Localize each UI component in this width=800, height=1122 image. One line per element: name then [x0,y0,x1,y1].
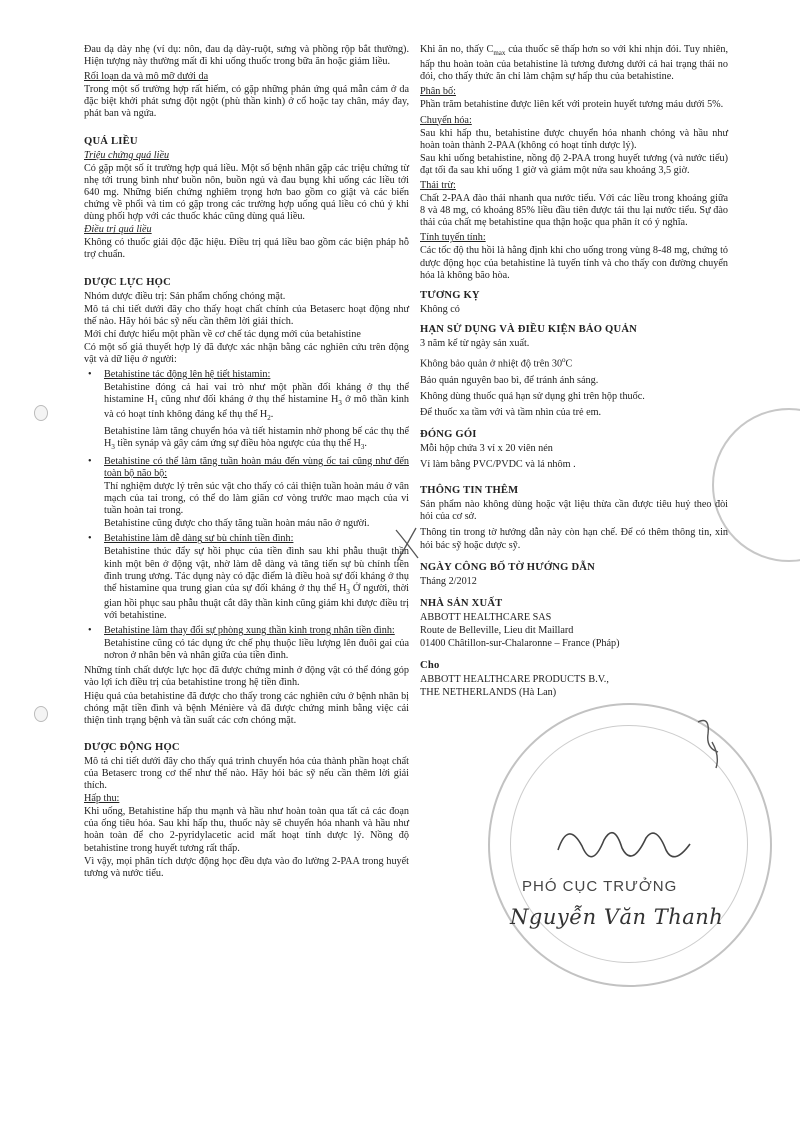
signature-name: Nguyễn Văn Thanh [510,905,724,929]
dong-goi-line: Mỗi hộp chứa 3 vỉ x 20 viên nén [420,442,553,454]
bullet-icon: • [88,625,92,637]
trieu-chung-title: Triệu chứng quá liều [84,149,170,161]
dong-goi-line: Vỉ làm bằng PVC/PVDC và lá nhôm . [420,459,576,471]
bullet-text: Betahistine thúc đẩy sự hồi phục của tiền đình sau khi phẫu thuật thần kinh một bên ở động vật, nhờ làm dễ dàng và tăng tiến sự bù chỉnh tiền đình trung ương. Tác dụng này có đặc điểm là điều hoà sự đối kháng ở thụ thể histamine qua trung gian của sự đối kháng ở thụ thể $H_3$ Ở người, thời gian hồi phục sau phẫu thuật cắt dây thần kinh cũng giảm khi được điều trị với betahistine. [104,546,409,621]
roi-loan-title: Rối loạn da và mô mỡ dưới da [84,71,209,83]
duoc-dong-heading: DƯỢC ĐỘNG HỌC [84,741,180,753]
cho-heading: Cho [420,660,440,672]
intro-paragraph: Đau dạ dày nhẹ (ví dụ: nôn, đau dạ dày-ruột, sưng và phồng rộp bắt thường). Hiện tượng này thường mất đi khi uống thuốc trong bữa ăn hoặc giảm liều. [84,44,409,68]
trieu-chung-text: Có gặp một số ít trường hợp quá liều. Một số bệnh nhân gặp các triệu chứng từ nhẹ tới trung bình như buồn nôn, buồn ngủ và đau bụng khi uống các liều tới 640 mg. Những biến chứng nghiêm trọng hơn bao gồm co giật và các biến chứng về phổi và tim có gặp trong các trường hợp uống quá liều có chủ ý khi dùng phối hợp với các thuốc khác cũng dùng quá liều. [84,162,409,223]
hap-thu-text: Khi uống, Betahistine hấp thu mạnh và hầu như hoàn toàn qua tất cả các đoạn của ống tiêu hóa. Sau khi hấp thu, thuốc này sẽ chuyển hóa nhanh và hầu như hoàn toàn để cho 2-pyridylacetic acid mất hoạt tính dược lý. Nồng độ betahistine trong huyết tương rất thấp. [84,806,409,854]
ngay-heading: NGÀY CÔNG BỐ TỜ HƯỚNG DẪN [420,561,595,573]
tinh-tuyen-text: Các tốc độ thu hồi là hằng định khi cho uống trong vùng 8-48 mg, chứng tỏ dược động học của betahistine là tuyến tính và cho thấy con đường chuyển hóa là không bão hòa. [420,245,728,281]
thong-tin-line: Thông tin trong tờ hướng dẫn này còn hạn chế. Để có thêm thông tin, xin hỏi bác sỹ hoặc dược sỹ. [420,527,728,551]
khi-an-paragraph: Khi ăn no, thấy $C_{max}$ của thuốc sẽ thấp hơn so với khi nhịn đói. Tuy nhiên, hấp thu hoàn toàn của betahistine là tương đương dưới cả hai trạng thái no đói, cho thấy thức ăn chỉ làm chậm sự hấp thu của betahistine. [420,44,729,83]
bullet-text: Betahistine cũng có tác dụng ức chế phụ thuộc liều lượng lên đuôi gai của nơron ở nhân bên và nhân giữa của tiền đình. [104,638,409,662]
duoc-dong-intro: Mô tả chi tiết dưới đây cho thấy quá trình chuyển hóa của thành phần hoạt chất của Betaserc trong cơ thể như thế nào. Hãy hỏi bác sỹ nếu cần thêm lời giải thích. [84,755,409,792]
bullet-tuan-hoan [84,456,409,531]
tuong-ky-heading: TƯƠNG KỴ [420,289,480,301]
chuyen-hoa-text-1: Sau khi hấp thu, betahistine được chuyển hóa nhanh chóng và hầu như hoàn toàn thành 2-PAA (không có hoạt tính dược lý). [420,127,728,151]
bullet-title: Betahistine làm thay đổi sự phòng xung thần kinh trong nhân tiền đình: [104,625,395,637]
han-dung-line: 3 năm kể từ ngày sản xuất. [420,338,530,349]
punch-hole-top [34,405,48,421]
tuong-ky-text: Không có [420,303,460,315]
co-mot-so: Có một số giả thuyết hợp lý đã được xác nhận bằng các nghiên cứu trên động vật và dữ liệu ở người: [84,341,409,366]
cho-line: THE NETHERLANDS (Hà Lan) [420,687,557,699]
dieu-tri-title: Điều trị quá liều [84,224,152,236]
duoc-luc-heading: DƯỢC LỰC HỌC [84,276,171,288]
handwritten-signature [548,810,708,880]
moi-chi: Mới chỉ được hiểu một phần về cơ chế tác dụng mới của betahistine [84,328,361,340]
han-dung-line: Không dùng thuốc quá hạn sử dụng ghi trên hộp thuốc. [420,390,645,402]
cho-line: ABBOTT HEALTHCARE PRODUCTS B.V., [420,674,609,686]
bullet-title: Betahistine làm dễ dàng sự bù chỉnh tiền đình: [104,533,294,545]
bullet-text: Betahistine đóng cả hai vai trò như một phần đối kháng ở thụ thể histamine $H_1$ cũng như đối kháng ở thụ thể histamine $H_3$ ở mô thần kinh và có hoạt tính không đáng kể thụ thể $H_2$. [104,382,409,423]
tinh-tuyen-title: Tính tuyến tính: [420,232,486,244]
bullet-icon: • [88,455,92,467]
right-column [420,44,728,700]
han-dung-heading: HẠN SỬ DỤNG VÀ ĐIỀU KIỆN BẢO QUẢN [420,323,638,335]
handwritten-initials [690,712,730,772]
nhom-duoc: Nhóm dược điều trị: Sản phẩm chống chóng mặt. [84,290,286,302]
punch-hole-bottom [34,706,48,722]
chuyen-hoa-title: Chuyển hóa: [420,114,472,126]
bullet-icon: • [88,369,92,381]
qua-lieu-heading: QUÁ LIỀU [84,135,138,147]
roi-loan-text: Trong một số trường hợp rất hiếm, có gặp những phản ứng quá mẫn cảm ở da đặc biệt khởi phát sưng đột ngột (phù thần kinh) ở cổ hoặc tay chân, máy đay, phát ban và ngứa. [84,84,409,120]
bullet-icon: • [88,533,92,545]
han-dung-line: Để thuốc xa tầm với và tầm nhìn của trẻ em. [420,406,602,418]
nha-sx-heading: NHÀ SẢN XUẤT [420,597,503,609]
bullet-phong-xung [84,625,409,662]
bullet-title: Betahistine có thể làm tăng tuần hoàn máu đến vùng ốc tai cũng như đến toàn bộ não bộ: [104,455,409,479]
mo-ta: Mô tả chi tiết dưới đây cho thấy hoạt chất chính của Betaserc hoạt động như thế nào. Hãy hỏi bác sỹ nếu cần thêm lời giải thích. [84,303,409,327]
nha-sx-line: 01400 Châtillon-sur-Chalaronne – France (Pháp) [420,638,620,650]
nhung-tinh-chat: Những tính chất dược lực học đã được chứng minh ở động vật có thể đóng góp vào lợi ích điều trị của betahistine trong hệ tiền đình. [84,665,409,689]
bullet-bu-chinh [84,533,409,622]
ngay-text: Tháng 2/2012 [420,575,477,587]
phan-bo-title: Phân bố: [420,86,456,98]
bullet-title: Betahistine tác động lên hệ tiết histamin: [104,369,271,381]
thai-tru-title: Thải trừ: [420,179,456,191]
nha-sx-line: ABBOTT HEALTHCARE SAS [420,611,552,623]
han-dung-line: Không bảo quản ở nhiệt độ trên 30$^o$C [420,356,573,370]
thong-tin-heading: THÔNG TIN THÊM [420,485,519,497]
han-dung-line: Bảo quản nguyên bao bì, để tránh ánh sáng. [420,374,599,386]
thai-tru-text: Chất 2-PAA đào thải nhanh qua nước tiểu. Với các liều trong khoảng giữa 8 và 48 mg, có khoảng 85% liều đầu tiên được tái thu lại nước tiểu. Sự đào thải của chất mẹ betahistine qua thận hoặc qua phân ít có ý nghĩa. [420,193,728,229]
phan-bo-text: Phần trăm betahistine được liên kết với protein huyết tương máu dưới 5%. [420,99,724,111]
handwritten-x-mark [392,524,424,564]
nha-sx-line: Route de Belleville, Lieu dit Maillard [420,624,574,636]
hieu-qua: Hiệu quả của betahistine đã được cho thấy trong các nghiên cứu ở bệnh nhân bị chóng mặt tiền đình và bệnh Ménière và đã được chứng minh bằng việc cải thiện tình trạng bệnh và tần suất các cơn chóng mặt. [84,690,409,726]
signature-title: PHÓ CỤC TRƯỞNG [522,878,678,895]
thong-tin-line: Sản phẩm nào không dùng hoặc vật liệu thừa cần được tiêu huỷ theo đòi hỏi của cơ sở. [420,499,728,523]
chuyen-hoa-text-2: Sau khi uống betahistine, nồng độ 2-PAA trong huyết tương (và nước tiểu) đạt tối đa sau khi uống 1 giờ và giảm một nửa sau khoảng 3,5 giờ. [420,152,728,176]
vi-vay: Vì vậy, mọi phân tích dược động học đều dựa vào đo lường 2-PAA trong huyết tương và nước tiểu. [84,855,409,879]
left-column [84,44,409,881]
dieu-tri-text: Không có thuốc giải độc đặc hiệu. Điều trị quá liều bao gồm các biện pháp hỗ trợ chuẩn. [84,237,409,261]
bullet-text: Betahistine cũng được cho thấy tăng tuần hoàn máu não ở người. [104,518,370,530]
bullet-text: Betahistine làm tăng chuyển hóa và tiết histamin nhờ phong bế các thụ thể $H_3$ tiền synáp và gây cảm ứng sự điều hòa ngược của thụ thể $H_3$. [104,425,409,451]
hap-thu-title: Hấp thu: [84,793,120,805]
bullet-histamin [84,369,409,453]
dong-goi-heading: ĐÓNG GÓI [420,428,477,440]
bullet-text: Thí nghiệm dược lý trên súc vật cho thấy có cải thiện tuần hoàn máu ở vân mạch của tai trong, có thể do làm giãn cơ vòng trước mao mạch của vi tuần hoàn tai trong. [104,481,409,517]
